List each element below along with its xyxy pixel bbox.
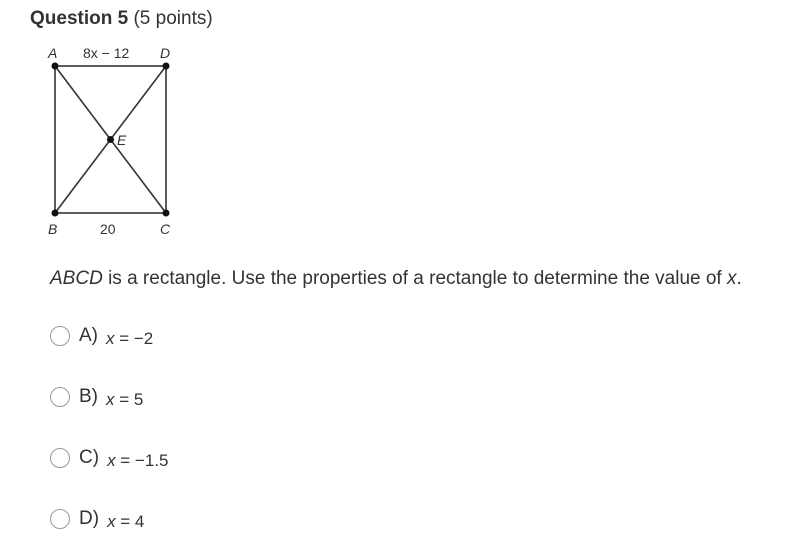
point-b — [52, 210, 59, 217]
prompt-text: is a rectangle. Use the properties of a rectangle to determine the value of — [102, 268, 727, 289]
radio-c[interactable] — [50, 448, 70, 468]
prompt-variable: x — [727, 268, 737, 289]
choice-a-variable: x — [106, 329, 115, 348]
radio-a[interactable] — [50, 326, 70, 346]
point-d — [163, 63, 170, 70]
choice-c[interactable] — [50, 444, 169, 472]
question-points: (5 points) — [133, 8, 213, 29]
choice-b-letter: B) — [79, 386, 98, 407]
radio-d[interactable] — [50, 509, 70, 529]
point-e — [107, 136, 114, 143]
choice-c-answer — [107, 451, 168, 471]
point-a — [52, 63, 59, 70]
choice-d-value: = 4 — [115, 512, 145, 531]
choice-c-letter: C) — [79, 447, 100, 468]
label-b: B — [48, 221, 58, 237]
radio-b[interactable] — [50, 387, 70, 407]
label-c: C — [160, 221, 171, 237]
choice-a-value: = −2 — [114, 329, 154, 348]
choice-b-value: = 5 — [114, 390, 144, 409]
prompt-shape: ABCD — [50, 268, 103, 289]
label-a: A — [48, 45, 58, 61]
choice-a-answer — [106, 329, 153, 349]
point-c — [163, 210, 170, 217]
label-e: E — [117, 132, 127, 148]
choice-b[interactable] — [50, 383, 143, 411]
question-title: Question 5 — [30, 8, 129, 29]
choice-d-answer — [107, 512, 144, 532]
choice-b-variable: x — [106, 390, 115, 409]
label-d: D — [160, 45, 171, 61]
rectangle-figure — [0, 0, 220, 250]
question-prompt — [50, 268, 742, 290]
choice-a-letter: A) — [79, 325, 98, 346]
choice-c-variable: x — [107, 451, 116, 470]
top-side-length: 8x − 12 — [83, 45, 130, 61]
choice-c-value: = −1.5 — [115, 451, 169, 470]
choice-d-letter: D) — [79, 508, 100, 529]
choice-a[interactable] — [50, 322, 153, 350]
choice-d-variable: x — [107, 512, 116, 531]
choice-b-answer — [106, 390, 143, 410]
prompt-end: . — [736, 268, 742, 289]
choice-d[interactable] — [50, 505, 144, 533]
bottom-side-length: 20 — [100, 221, 116, 237]
